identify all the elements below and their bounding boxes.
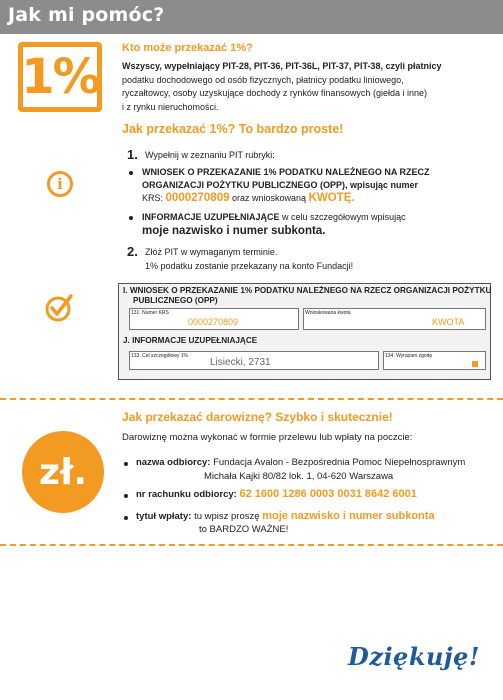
- account-line: [136, 487, 417, 502]
- bullet-dot: [124, 462, 128, 466]
- bullet2-line2: moje nazwisko i numer subkonta.: [142, 225, 326, 237]
- recipient-line1: [136, 456, 465, 470]
- form-title-i: I. WNIOSEK O PRZEKAZANIE 1% PODATKU NALEŻNEGO NA RZECZ ORGANIZACJI POŻYTKU: [123, 286, 492, 295]
- one-percent-logo-text: 1%: [21, 49, 99, 105]
- account-number: 62 1600 1286 0003 0031 8642 6001: [239, 488, 417, 500]
- krs-field: [129, 308, 299, 330]
- consent-checkbox: [472, 361, 478, 367]
- section1-line-4: i z rynku nieruchomości.: [122, 101, 219, 112]
- bullet-dot: [124, 494, 128, 498]
- form-title-j: J. INFORMACJE UZUPEŁNIAJĄCE: [123, 336, 258, 345]
- thanks-signature: Dziękuję!: [348, 642, 480, 671]
- recipient-name: Fundacja Avalon - Bezpośrednia Pomoc Niepełnosprawnym: [213, 457, 466, 468]
- section1-line-1: Wszyscy, wypełniający PIT-28, PIT-36, PIT-36L, PIT-37, PIT-38, czyli płatnicy: [122, 61, 442, 71]
- step1-text: Wypełnij w zeznaniu PIT rubryki:: [145, 150, 275, 160]
- form-title-i-2: PUBLICZNEGO (OPP): [133, 296, 218, 305]
- bullet1-line2-text: ORGANIZACJI POŻYTKU PUBLICZNEGO (OPP), wpisując numer: [142, 180, 419, 190]
- donation-intro: Darowiznę można wykonać w formie przelewu lub wpłaty na poczcie:: [122, 432, 413, 443]
- bullet-dot: [129, 216, 133, 220]
- title-end: to BARDZO WAŻNE!: [199, 524, 289, 535]
- step2-line2: 1% podatku zostanie przekazany na konto Fundacji!: [145, 261, 354, 271]
- form-section-j: [119, 335, 490, 379]
- step2-number: 2.: [127, 244, 138, 259]
- account-label: nr rachunku odbiorcy:: [136, 489, 237, 500]
- goal-field: [129, 351, 379, 370]
- consent-field-label: 134. Wyrażam zgodę: [385, 353, 433, 359]
- section1-line-3: ryczałtowcy, osoby uzyskujące dochody z rynków finansowych (giełda i inne): [122, 88, 427, 98]
- section1-heading: Kto może przekazać 1%?: [122, 42, 253, 54]
- amount-field: [303, 308, 486, 330]
- bullet2-line1-rest: w celu szczegółowym wpisując: [282, 212, 406, 222]
- step2-line1: Złóż PIT w wymaganym terminie.: [145, 247, 278, 257]
- kwote-text: KWOTĘ.: [308, 192, 355, 204]
- section3-heading: Jak przekazać darowiznę? Szybko i skutecznie!: [122, 410, 393, 424]
- zloty-icon: zł.: [22, 431, 104, 513]
- krs-field-label: 131. Numer KRS: [131, 310, 169, 316]
- bullet1-line3-mid: oraz wnioskowaną: [232, 193, 307, 203]
- section-divider: [0, 544, 503, 546]
- consent-field: [383, 351, 486, 370]
- section1-body: [122, 60, 492, 114]
- section2-heading: Jak przekazać 1%? To bardzo proste!: [122, 122, 344, 136]
- one-percent-logo: [18, 42, 102, 112]
- recipient-label: nazwa odbiorcy:: [136, 457, 211, 468]
- amount-field-label: Wnioskowana kwota: [305, 310, 351, 316]
- bullet2-label: INFORMACJE UZUPEŁNIAJĄCE: [142, 212, 280, 222]
- section1-line-2: podatku dochodowego od osób fizycznych, płatnicy podatku liniowego,: [122, 74, 404, 85]
- bullet2-line1: [142, 211, 406, 224]
- step1-number: 1.: [127, 147, 138, 162]
- page-title: Jak mi pomóc?: [8, 4, 165, 26]
- pit-form-excerpt: [118, 283, 491, 380]
- info-icon: i: [47, 171, 73, 197]
- check-icon: [44, 291, 76, 323]
- krs-label: KRS:: [142, 193, 164, 203]
- bullet1-line2: [142, 179, 418, 192]
- section-divider: [0, 398, 503, 400]
- krs-number: 0000270809: [165, 192, 230, 204]
- form-section-i: [119, 284, 490, 336]
- header-bar: [0, 0, 503, 34]
- krs-field-value: 0000270809: [188, 317, 239, 327]
- amount-field-value: KWOTA: [432, 317, 465, 327]
- bullet-dot: [129, 171, 133, 175]
- goal-field-value: Lisiecki, 2731: [210, 357, 271, 368]
- recipient-address: Michała Kajki 80/82 lok. 1, 04-620 Warszawa: [204, 471, 394, 482]
- goal-field-label: 133. Cel szczegółowy 1%: [131, 353, 188, 359]
- bullet-dot: [124, 516, 128, 520]
- bullet1-line1: WNIOSEK O PRZEKAZANIE 1% PODATKU NALEŻNEGO NA RZECZ: [142, 167, 430, 177]
- title-highlight: moje nazwisko i numer subkonta: [262, 510, 435, 522]
- bullet1-line3: [142, 192, 355, 205]
- title-label: tytuł wpłaty:: [136, 511, 192, 522]
- title-text: tu wpisz proszę: [194, 511, 260, 522]
- title-line: [136, 509, 435, 524]
